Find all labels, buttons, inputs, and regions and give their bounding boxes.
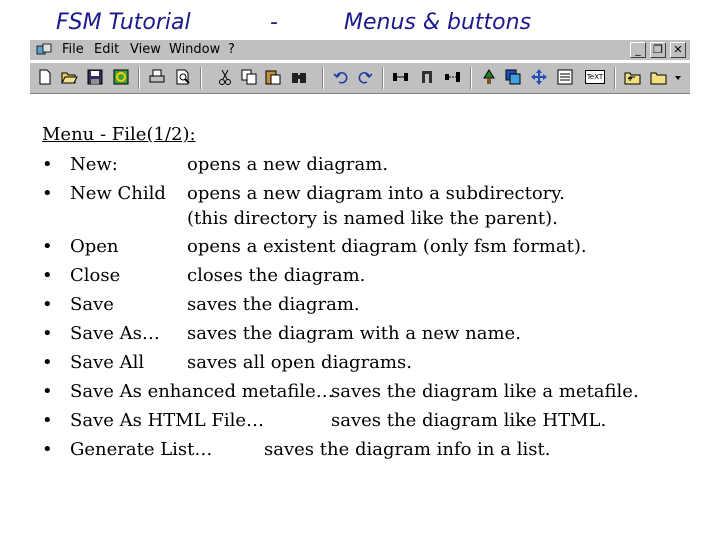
toolbar-separator xyxy=(322,67,324,89)
menu-view[interactable]: View xyxy=(130,42,161,57)
dropdown-icon xyxy=(673,68,683,86)
print-icon xyxy=(148,68,166,86)
item-description: saves the diagram. xyxy=(187,294,360,315)
item-name: New: xyxy=(70,154,118,175)
toolbar xyxy=(30,62,690,94)
state-icon xyxy=(392,68,410,86)
item-name: New Child xyxy=(70,183,166,204)
menu-help[interactable]: ? xyxy=(228,42,235,57)
close-button[interactable]: ✕ xyxy=(670,42,686,58)
bullet: • xyxy=(42,410,53,431)
bullet: • xyxy=(42,381,53,402)
copy-icon xyxy=(240,68,258,86)
paste-button[interactable] xyxy=(262,66,284,88)
folder-dropdown-button[interactable] xyxy=(672,66,684,88)
item-name: Generate List… xyxy=(70,439,213,460)
section-heading: Menu - File(1/2): xyxy=(42,124,196,145)
save-icon xyxy=(86,68,104,86)
item-name: Save All xyxy=(70,352,145,373)
item-description: saves the diagram info in a list. xyxy=(264,439,551,460)
item-description: saves the diagram with a new name. xyxy=(187,323,521,344)
new-icon xyxy=(36,68,54,86)
item-name: Save xyxy=(70,294,114,315)
undo-icon xyxy=(332,68,350,86)
app-icon[interactable] xyxy=(36,43,52,57)
zoom-button[interactable] xyxy=(502,66,524,88)
find-icon xyxy=(290,68,308,86)
redo-button[interactable] xyxy=(354,66,376,88)
print-preview-button[interactable] xyxy=(172,66,194,88)
minimize-button[interactable]: _ xyxy=(630,42,646,58)
properties-button[interactable] xyxy=(554,66,576,88)
parent-folder-button[interactable] xyxy=(622,66,644,88)
open-icon xyxy=(60,68,78,86)
menu-window[interactable]: Window xyxy=(169,42,221,57)
transition-icon xyxy=(418,68,436,86)
copy-button[interactable] xyxy=(238,66,260,88)
redo-icon xyxy=(356,68,374,86)
item-description: (this directory is named like the parent). xyxy=(187,208,558,229)
tree-icon xyxy=(480,68,498,86)
toolbar-separator xyxy=(200,67,202,89)
tree-button[interactable] xyxy=(478,66,500,88)
slide-subtitle: Menus & buttons xyxy=(344,10,532,35)
state-button[interactable] xyxy=(390,66,412,88)
folder-button[interactable] xyxy=(648,66,670,88)
folder-icon xyxy=(650,68,668,86)
item-description: saves the diagram like a metafile. xyxy=(331,381,639,402)
move-button[interactable] xyxy=(528,66,550,88)
bullet: • xyxy=(42,154,53,175)
title-separator: - xyxy=(270,10,278,35)
text-button[interactable] xyxy=(582,66,608,88)
item-name: Close xyxy=(70,265,121,286)
bullet: • xyxy=(42,236,53,257)
bullet: • xyxy=(42,183,53,204)
zoom-icon xyxy=(504,68,522,86)
save-button[interactable] xyxy=(84,66,106,88)
transition-button[interactable] xyxy=(416,66,438,88)
toolbar-separator xyxy=(614,67,616,89)
print-preview-icon xyxy=(174,68,192,86)
print-button[interactable] xyxy=(146,66,168,88)
bullet: • xyxy=(42,352,53,373)
text-icon: TeXT xyxy=(585,70,605,84)
connector-button[interactable] xyxy=(442,66,464,88)
bullet: • xyxy=(42,439,53,460)
cut-button[interactable] xyxy=(214,66,236,88)
menu-edit[interactable]: Edit xyxy=(94,42,120,57)
properties-icon xyxy=(556,68,574,86)
menu-file[interactable]: File xyxy=(62,42,84,57)
refresh-button[interactable] xyxy=(110,66,132,88)
cut-icon xyxy=(216,68,234,86)
connector-icon xyxy=(444,68,462,86)
move-icon xyxy=(530,68,548,86)
item-description: saves all open diagrams. xyxy=(187,352,412,373)
toolbar-separator xyxy=(138,67,140,89)
new-button[interactable] xyxy=(34,66,56,88)
slide-title: FSM Tutorial xyxy=(56,10,191,35)
parent-folder-icon xyxy=(624,68,642,86)
item-name: Open xyxy=(70,236,119,257)
bullet: • xyxy=(42,294,53,315)
item-description: opens a new diagram. xyxy=(187,154,389,175)
bullet: • xyxy=(42,265,53,286)
item-description: opens a existent diagram (only fsm format). xyxy=(187,236,587,257)
undo-button[interactable] xyxy=(330,66,352,88)
find-button[interactable] xyxy=(288,66,310,88)
menu-bar xyxy=(30,40,690,60)
open-button[interactable] xyxy=(58,66,80,88)
paste-icon xyxy=(264,68,282,86)
item-name: Save As enhanced metafile… xyxy=(70,381,334,402)
item-description: closes the diagram. xyxy=(187,265,366,286)
item-description: saves the diagram like HTML. xyxy=(331,410,607,431)
refresh-icon xyxy=(112,68,130,86)
restore-button[interactable]: ❐ xyxy=(650,42,666,58)
item-description: opens a new diagram into a subdirectory. xyxy=(187,183,565,204)
item-name: Save As… xyxy=(70,323,160,344)
item-name: Save As HTML File… xyxy=(70,410,265,431)
bullet: • xyxy=(42,323,53,344)
toolbar-separator xyxy=(382,67,384,89)
toolbar-separator xyxy=(470,67,472,89)
